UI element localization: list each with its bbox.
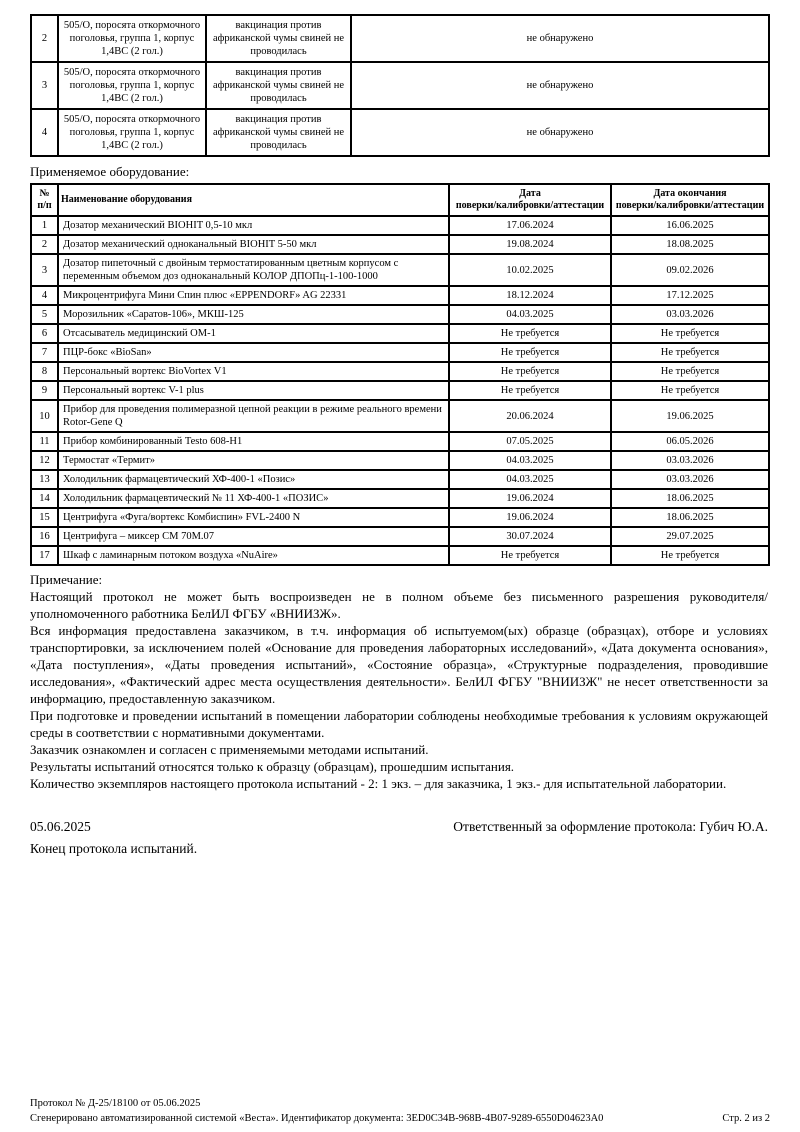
footer-generated-text: Сгенерировано автоматизированной системой «Веста». Идентификатор документа: 3ED0C34B-968B-4B07-9289-6550D04623A0 (30, 1113, 604, 1124)
test-result-cell: не обнаружено (351, 15, 769, 62)
footer-protocol-number: Протокол № Д-25/18100 от 05.06.2025 (30, 1098, 201, 1109)
results-row (31, 62, 769, 109)
equipment-name-cell: Отсасыватель медицинский ОМ-1 (58, 324, 449, 343)
equipment-end-date-cell: 09.02.2026 (611, 254, 769, 286)
equipment-name-cell: Дозатор механический BIOHIT 0,5-10 мкл (58, 216, 449, 235)
equipment-row (31, 527, 769, 546)
note-paragraph: Результаты испытаний относятся только к образцу (образцам), прошедшим испытания. (30, 759, 515, 774)
equipment-section-heading: Применяемое оборудование: (30, 164, 190, 179)
sample-description-cell: 505/О, поросята откормочного поголовья, группа 1, корпус 1,4ВС (2 гол.) (58, 15, 206, 62)
test-result-cell: не обнаружено (351, 109, 769, 156)
protocol-date: 05.06.2025 (30, 819, 91, 834)
equipment-date-cell: Не требуется (449, 546, 611, 565)
equipment-end-date-cell: Не требуется (611, 362, 769, 381)
header-line: поверки/калибровки/аттестации (615, 200, 765, 211)
equipment-number-cell: 8 (31, 362, 58, 381)
equipment-end-date-cell: Не требуется (611, 546, 769, 565)
equipment-name-cell: Шкаф с ламинарным потоком воздуха «NuAire» (58, 546, 449, 565)
notes-heading: Примечание: (30, 572, 103, 587)
equipment-row (31, 362, 769, 381)
equipment-end-date-cell: 18.08.2025 (611, 235, 769, 254)
equipment-row (31, 451, 769, 470)
equipment-name-cell: Персональный вортекс BioVortex V1 (58, 362, 449, 381)
equipment-end-date-cell: Не требуется (611, 343, 769, 362)
equipment-number-cell: 14 (31, 489, 58, 508)
equipment-name-cell: Дозатор пипеточный с двойным термостатированным цветным корпусом с переменным объемом доз одноканальный КОЛОР ДПОПц-1-100-1000 (58, 254, 449, 286)
equipment-row (31, 508, 769, 527)
equipment-row (31, 489, 769, 508)
equipment-number-cell: 7 (31, 343, 58, 362)
equipment-row (31, 216, 769, 235)
equipment-name-cell: Холодильник фармацевтический ХФ-400-1 «Позис» (58, 470, 449, 489)
equipment-number-cell: 13 (31, 470, 58, 489)
equipment-date-cell: 30.07.2024 (449, 527, 611, 546)
equipment-date-cell: 18.12.2024 (449, 286, 611, 305)
equipment-row (31, 470, 769, 489)
equipment-date-cell: 19.06.2024 (449, 508, 611, 527)
equipment-number-cell: 5 (31, 305, 58, 324)
sample-number-cell: 2 (31, 15, 58, 62)
equipment-date-cell: Не требуется (449, 343, 611, 362)
equipment-row (31, 324, 769, 343)
equipment-col-number (31, 184, 58, 216)
equipment-date-cell: 19.08.2024 (449, 235, 611, 254)
sample-description-cell: 505/О, поросята откормочного поголовья, группа 1, корпус 1,4ВС (2 гол.) (58, 62, 206, 109)
equipment-number-cell: 12 (31, 451, 58, 470)
equipment-date-cell: 07.05.2025 (449, 432, 611, 451)
equipment-date-cell: Не требуется (449, 381, 611, 400)
footer-generated-line (30, 1111, 770, 1126)
header-line: Дата окончания (653, 188, 727, 199)
equipment-name-cell: Морозильник «Саратов-106», МКШ-125 (58, 305, 449, 324)
note-paragraph: Количество экземпляров настоящего протокола испытаний - 2: 1 экз. – для заказчика, 1 экз.- для испытательной лаборатории. (30, 776, 727, 791)
equipment-row (31, 400, 769, 432)
equipment-date-cell: 17.06.2024 (449, 216, 611, 235)
equipment-name-cell: Микроцентрифуга Мини Спин плюс «EPPENDORF» AG 22331 (58, 286, 449, 305)
equipment-name-cell: Дозатор механический одноканальный BIOHIT 5-50 мкл (58, 235, 449, 254)
equipment-name-cell: Центрифуга «Фуга/вортекс Комбиспин» FVL-2400 N (58, 508, 449, 527)
equipment-name-cell: Персональный вортекс V-1 plus (58, 381, 449, 400)
equipment-end-date-cell: 03.03.2026 (611, 451, 769, 470)
end-of-protocol-line: Конец протокола испытаний. (30, 841, 198, 856)
equipment-name-cell: ПЦР-бокс «BioSan» (58, 343, 449, 362)
header-line: Дата (519, 188, 541, 199)
equipment-end-date-cell: 29.07.2025 (611, 527, 769, 546)
equipment-col-name: Наименование оборудования (58, 184, 449, 216)
equipment-number-cell: 2 (31, 235, 58, 254)
equipment-end-date-cell: 18.06.2025 (611, 508, 769, 527)
results-table (30, 14, 770, 157)
header-line: п/п (37, 200, 52, 211)
signature-row (30, 818, 768, 836)
equipment-row (31, 235, 769, 254)
equipment-number-cell: 3 (31, 254, 58, 286)
equipment-date-cell: 10.02.2025 (449, 254, 611, 286)
page-number: Стр. 2 из 2 (722, 1113, 770, 1124)
equipment-number-cell: 1 (31, 216, 58, 235)
equipment-end-date-cell: 17.12.2025 (611, 286, 769, 305)
equipment-col-calibration-end-date (611, 184, 769, 216)
equipment-number-cell: 6 (31, 324, 58, 343)
equipment-name-cell: Холодильник фармацевтический № 11 ХФ-400-1 «ПОЗИС» (58, 489, 449, 508)
equipment-end-date-cell: 19.06.2025 (611, 400, 769, 432)
note-paragraph: Настоящий протокол не может быть воспроизведен не в полном объеме без письменного разрешения руководителя/уполномоченного работника БелИЛ ФГБУ «ВНИИЗЖ». (30, 589, 768, 621)
equipment-end-date-cell: Не требуется (611, 381, 769, 400)
equipment-name-cell: Центрифуга – миксер СМ 70М.07 (58, 527, 449, 546)
equipment-end-date-cell: 03.03.2026 (611, 470, 769, 489)
equipment-number-cell: 15 (31, 508, 58, 527)
equipment-number-cell: 17 (31, 546, 58, 565)
equipment-end-date-cell: Не требуется (611, 324, 769, 343)
equipment-date-cell: 20.06.2024 (449, 400, 611, 432)
sample-description-cell: 505/О, поросята откормочного поголовья, группа 1, корпус 1,4ВС (2 гол.) (58, 109, 206, 156)
equipment-date-cell: 04.03.2025 (449, 470, 611, 489)
equipment-date-cell: Не требуется (449, 324, 611, 343)
equipment-row (31, 343, 769, 362)
vaccination-info-cell: вакцинация против африканской чумы свиней не проводилась (206, 15, 351, 62)
equipment-row (31, 546, 769, 565)
results-row (31, 109, 769, 156)
vaccination-info-cell: вакцинация против африканской чумы свиней не проводилась (206, 109, 351, 156)
sample-number-cell: 4 (31, 109, 58, 156)
equipment-row (31, 254, 769, 286)
equipment-end-date-cell: 16.06.2025 (611, 216, 769, 235)
equipment-row (31, 305, 769, 324)
results-row (31, 15, 769, 62)
equipment-table (30, 183, 770, 566)
equipment-number-cell: 10 (31, 400, 58, 432)
equipment-date-cell: Не требуется (449, 362, 611, 381)
equipment-number-cell: 16 (31, 527, 58, 546)
test-result-cell: не обнаружено (351, 62, 769, 109)
header-line: № (39, 188, 50, 199)
equipment-name-cell: Прибор комбинированный Testo 608-H1 (58, 432, 449, 451)
header-line: поверки/калибровки/аттестации (455, 200, 605, 211)
equipment-col-calibration-date (449, 184, 611, 216)
responsible-person: Ответственный за оформление протокола: Губич Ю.А. (453, 819, 768, 834)
equipment-name-cell: Прибор для проведения полимеразной цепной реакции в режиме реального времени Rotor-Gene Q (58, 400, 449, 432)
equipment-end-date-cell: 06.05.2026 (611, 432, 769, 451)
equipment-number-cell: 11 (31, 432, 58, 451)
equipment-name-cell: Термостат «Термит» (58, 451, 449, 470)
equipment-row (31, 381, 769, 400)
page-footer (30, 1096, 770, 1126)
equipment-end-date-cell: 03.03.2026 (611, 305, 769, 324)
note-paragraph: При подготовке и проведении испытаний в помещении лаборатории соблюдены необходимые требования к условиям окружающей среды в соответствии с нормативными документами. (30, 708, 768, 740)
equipment-row (31, 432, 769, 451)
note-paragraph: Вся информация предоставлена заказчиком, в т.ч. информация об испытуемом(ых) образце (образцах), отборе и условиях транспортировки, за исключением полей «Основание для проведения лабораторных исследований», «Дата документа основания», «Дата поступления», «Даты проведения испытаний», «Состояние образца», «Структурные подразделения, проводившие исследования», «Фактический адрес места осуществления деятельности». БелИЛ ФГБУ "ВНИИЗЖ" не несет ответственности за информацию, предоставленную заказчиком. (30, 623, 768, 706)
equipment-date-cell: 04.03.2025 (449, 305, 611, 324)
notes-section (30, 571, 768, 792)
vaccination-info-cell: вакцинация против африканской чумы свиней не проводилась (206, 62, 351, 109)
sample-number-cell: 3 (31, 62, 58, 109)
equipment-number-cell: 9 (31, 381, 58, 400)
equipment-row (31, 286, 769, 305)
equipment-number-cell: 4 (31, 286, 58, 305)
note-paragraph: Заказчик ознакомлен и согласен с применяемыми методами испытаний. (30, 742, 429, 757)
equipment-date-cell: 04.03.2025 (449, 451, 611, 470)
equipment-end-date-cell: 18.06.2025 (611, 489, 769, 508)
equipment-header-row (31, 184, 769, 216)
equipment-date-cell: 19.06.2024 (449, 489, 611, 508)
